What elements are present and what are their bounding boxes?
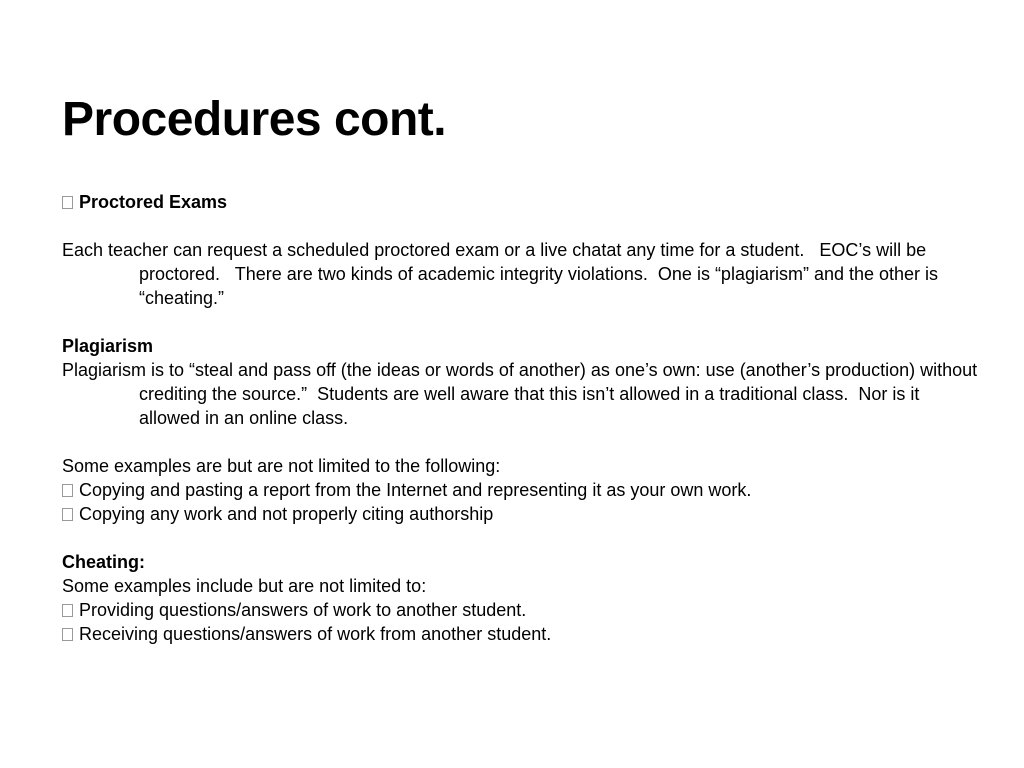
slide-title: Procedures cont.: [62, 93, 447, 146]
cheating-heading: Cheating:: [62, 552, 145, 572]
cheating-example-1: Providing questions/answers of work to another student.: [79, 600, 527, 620]
spacer: [62, 214, 982, 238]
proctored-heading-row: [62, 190, 982, 214]
bullet-icon: [62, 508, 73, 521]
spacer: [62, 310, 982, 334]
plagiarism-paragraph: Plagiarism is to “steal and pass off (the ideas or words of another) as one’s own: use (another’s production) without crediting the source.” Students are well aware that this isn’t allowed in a traditional class. Nor is it allowed in an online class.: [62, 360, 978, 428]
bullet-icon: [62, 196, 73, 209]
cheating-intro: Some examples include but are not limited to:: [62, 576, 427, 596]
list-item: [62, 502, 982, 526]
list-item: [62, 478, 982, 502]
bullet-icon: [62, 604, 73, 617]
proctored-heading: Proctored Exams: [79, 192, 228, 212]
plagiarism-heading: Plagiarism: [62, 336, 154, 356]
spacer: [62, 526, 982, 550]
list-item: [62, 622, 982, 646]
plagiarism-example-2: Copying any work and not properly citing authorship: [79, 504, 494, 524]
plagiarism-example-1: Copying and pasting a report from the Internet and representing it as your own work.: [79, 480, 752, 500]
bullet-icon: [62, 484, 73, 497]
plagiarism-intro: Some examples are but are not limited to the following:: [62, 456, 501, 476]
cheating-example-2: Receiving questions/answers of work from another student.: [79, 624, 552, 644]
spacer: [62, 430, 982, 454]
proctored-paragraph: Each teacher can request a scheduled proctored exam or a live chatat any time for a student. EOC’s will be proctored. There are two kinds of academic integrity violations. One is “plagiarism” and the other is “cheating.”: [62, 240, 939, 308]
list-item: [62, 598, 982, 622]
bullet-icon: [62, 628, 73, 641]
slide-body: [62, 190, 982, 646]
